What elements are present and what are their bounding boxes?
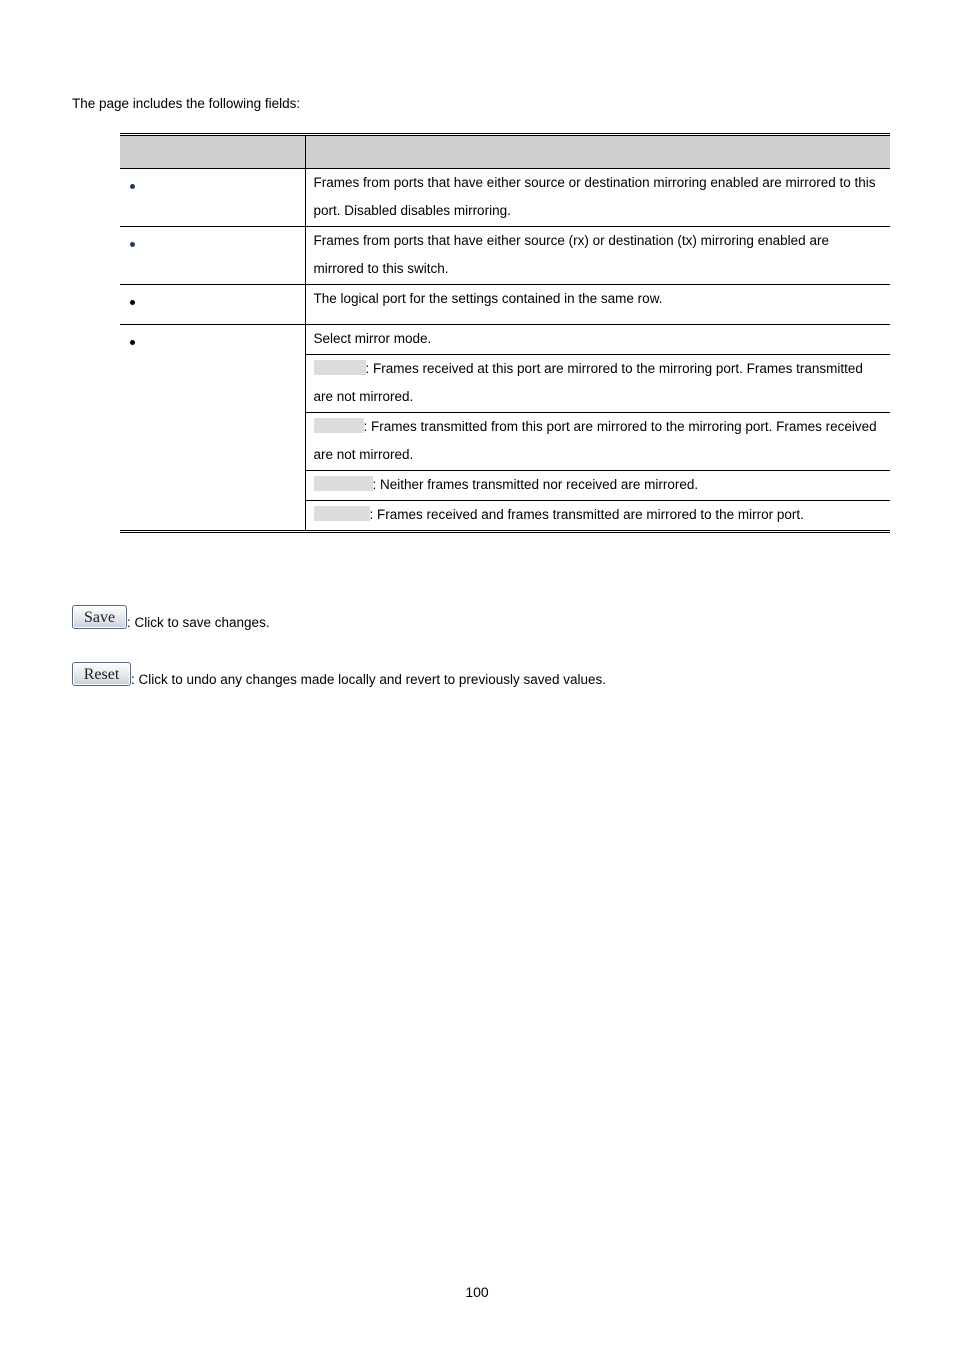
mode-option-text: : Frames transmitted from this port are mirrored to the mirroring port. Frames received are not mirrored.: [313, 419, 877, 462]
fields-table: [120, 133, 890, 533]
table-row: [120, 169, 890, 227]
save-button-row: [72, 605, 270, 629]
mode-option-cell: [305, 355, 890, 413]
intro-text: The page includes the following fields:: [72, 96, 301, 111]
object-cell: [120, 285, 305, 325]
mode-option-label: [314, 360, 366, 375]
object-cell: [120, 227, 305, 285]
mode-option-cell: [305, 471, 890, 501]
table-header-row: [120, 135, 890, 169]
header-description: [305, 135, 890, 169]
header-object: [120, 135, 305, 169]
reset-button[interactable]: Reset: [72, 662, 131, 686]
description-cell: The logical port for the settings contained in the same row.: [305, 285, 890, 325]
page-number: 100: [465, 1284, 489, 1300]
mode-option-label: [314, 418, 364, 433]
table-row: [120, 285, 890, 325]
mode-option-label: [314, 476, 373, 491]
bullet-icon: [130, 300, 135, 305]
object-cell: [120, 169, 305, 227]
mode-option-cell: [305, 501, 890, 532]
bullet-icon: [130, 340, 135, 345]
save-button[interactable]: Save: [72, 605, 127, 629]
mode-option-cell: [305, 413, 890, 471]
save-button-description: : Click to save changes.: [127, 615, 270, 630]
bullet-icon: [130, 242, 135, 247]
mode-option-text: : Frames received at this port are mirrored to the mirroring port. Frames transmitted are not mirrored.: [313, 361, 863, 404]
reset-button-description: : Click to undo any changes made locally and revert to previously saved values.: [131, 672, 607, 687]
reset-button-row: [72, 662, 606, 686]
description-cell: Frames from ports that have either source (rx) or destination (tx) mirroring enabled are mirrored to this switch.: [305, 227, 890, 285]
table-row: [120, 227, 890, 285]
mode-option-label: [314, 506, 370, 521]
description-cell: Select mirror mode.: [305, 325, 890, 355]
description-cell: Frames from ports that have either source or destination mirroring enabled are mirrored to this port. Disabled disables mirroring.: [305, 169, 890, 227]
bullet-icon: [130, 184, 135, 189]
object-cell: [120, 325, 305, 532]
mode-option-text: : Frames received and frames transmitted are mirrored to the mirror port.: [369, 507, 804, 522]
table-row: [120, 325, 890, 355]
mode-option-text: : Neither frames transmitted nor received are mirrored.: [372, 477, 699, 492]
